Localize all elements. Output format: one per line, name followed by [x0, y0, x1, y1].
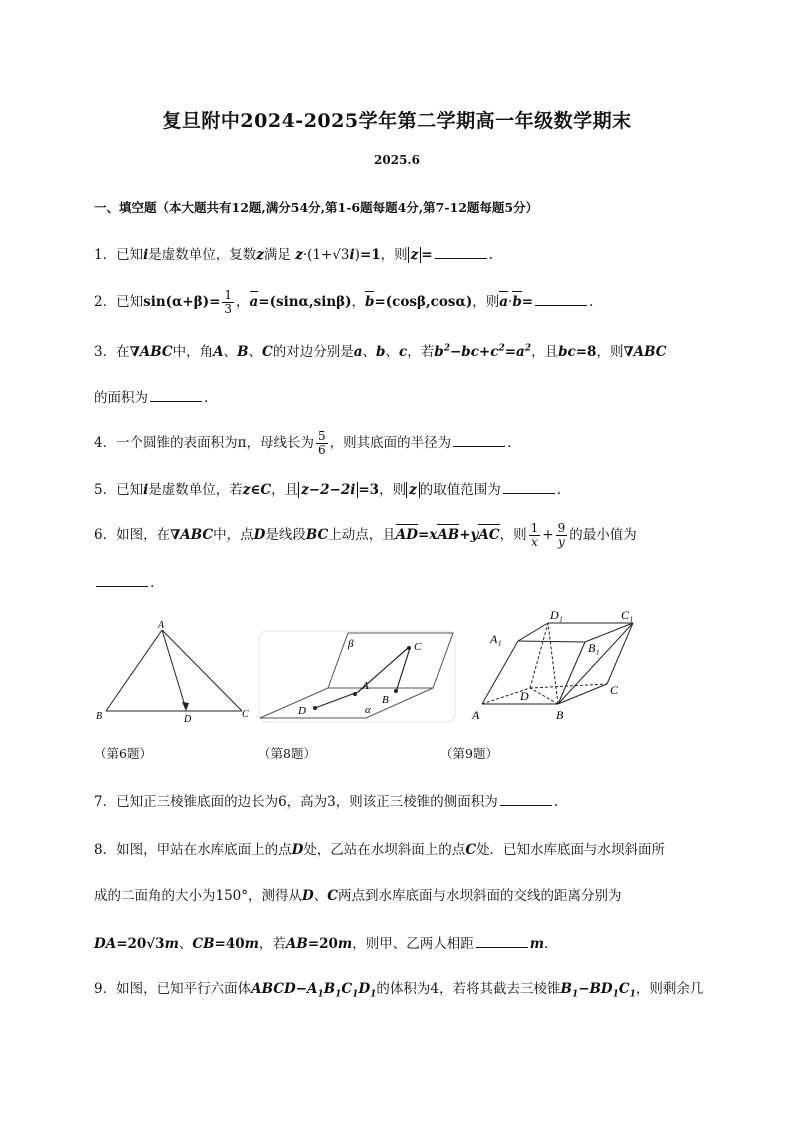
- label-alpha: α: [365, 704, 371, 716]
- edge-bc1: [558, 623, 633, 704]
- question-6: 6．如图，在∇ABC中，点D是线段BC上动点，且AD=xAB+yAC，则 $\frac{1}{x}$ + $\frac{9}{y}$ 的最小值为: [94, 521, 637, 549]
- caption-figure-9: （第9题）: [440, 746, 498, 761]
- question-4: 4．一个圆锥的表面积为π，母线长为 $\frac{5}{6}$ ，则其底面的半径为 .: [94, 429, 512, 457]
- exam-date: 2025.6: [374, 153, 420, 167]
- label-a: A: [362, 680, 369, 692]
- page-title: 复旦附中2024-2025学年第二学期高一年级数学期末: [162, 110, 632, 132]
- edge-a1b1: [518, 641, 585, 642]
- figure-8-dihedral: [258, 630, 458, 725]
- label-d1: D₁: [550, 608, 563, 622]
- point-b: [394, 689, 398, 693]
- label-d: D: [298, 705, 306, 717]
- label-beta: β: [348, 638, 354, 650]
- question-5: 5．已知i是虚数单位，若z∈C，且 z−2−2i =3，则 z 的取值范围为 .: [94, 482, 562, 498]
- caption-figure-6: （第6题）: [94, 746, 152, 761]
- segment-bc: [396, 648, 410, 692]
- question-2: 2．已知sin(α+β)= $\frac{1}{3}$ ，a=(sinα,sinβ)，b=(cosβ,cosα)，则a·b= .: [94, 288, 594, 316]
- plane-beta: [328, 633, 453, 688]
- label-b1: B₁: [588, 641, 600, 655]
- label-b: B: [382, 694, 389, 706]
- figure-frame: [259, 631, 455, 722]
- label-b: B: [96, 711, 103, 722]
- section-heading: 一、填空题（本大题共有12题,满分54分,第1-6题每题4分,第7-12题每题5分）: [94, 200, 539, 215]
- answer-blank[interactable]: [503, 481, 555, 494]
- answer-blank[interactable]: [535, 293, 587, 306]
- point-d: [313, 706, 317, 710]
- edge-bd1-hidden: [548, 623, 558, 704]
- answer-blank[interactable]: [500, 793, 552, 806]
- edge-dc-hidden: [530, 684, 607, 688]
- answer-blank[interactable]: [453, 434, 505, 447]
- answer-blank[interactable]: [150, 389, 202, 402]
- label-c1: C₁: [621, 608, 634, 622]
- question-3-line2: 的面积为 .: [94, 390, 209, 406]
- arrow-head-icon: [182, 702, 189, 711]
- label-c: C: [610, 683, 619, 697]
- side-ab: [106, 630, 162, 711]
- label-b: B: [556, 708, 564, 722]
- point-c: [407, 646, 411, 650]
- question-7: 7．已知正三棱锥底面的边长为6，高为3，则该正三棱锥的侧面积为 .: [94, 794, 559, 810]
- edge-bd-hidden: [530, 688, 558, 704]
- answer-blank[interactable]: [476, 935, 528, 948]
- label-a: A: [158, 620, 165, 631]
- question-8-line3: DA=20√3m、CB=40m，若AB=20m，则甲、乙两人相距 m.: [94, 936, 549, 952]
- figure-9-parallelepiped: [470, 606, 650, 726]
- question-6-line2: .: [94, 574, 154, 591]
- figure-6-triangle: [94, 618, 254, 728]
- label-a1: A₁: [490, 632, 502, 646]
- label-a: A: [472, 708, 480, 722]
- caption-figure-8: （第8题）: [258, 746, 316, 761]
- question-9: 9．如图，已知平行六面体$ABCD-A_1B_1C_1D_1$的体积为4，若将其截去三棱锥$B_1-BD_1C_1$，则剩余几: [94, 981, 704, 1000]
- question-8-line2: 成的二面角的大小为150°，测得从D、C两点到水库底面与水坝斜面的交线的距离分别为: [94, 888, 622, 904]
- label-c: C: [414, 641, 422, 653]
- answer-blank[interactable]: [435, 246, 487, 259]
- question-3: 3．在∇ABC中，角A、B、C的对边分别是a、b、c，若$b^2-bc+c^2=a^2$，且bc=8，则∇ABC: [94, 343, 667, 360]
- answer-blank[interactable]: [96, 574, 148, 587]
- label-d: D: [184, 714, 192, 725]
- question-8: 8．如图，甲站在水库底面上的点D处，乙站在水坝斜面上的点C处．已知水库底面与水坝斜面所: [94, 842, 666, 858]
- label-d: D: [520, 689, 529, 703]
- question-1: 1．已知i是虚数单位，复数z满足 z·(1+√3i)=1，则 z = .: [94, 247, 493, 263]
- edge-aa1: [482, 641, 518, 704]
- plane-alpha: [260, 688, 433, 718]
- label-c: C: [242, 709, 249, 720]
- segment-da: [315, 692, 358, 708]
- point-a: [353, 692, 357, 696]
